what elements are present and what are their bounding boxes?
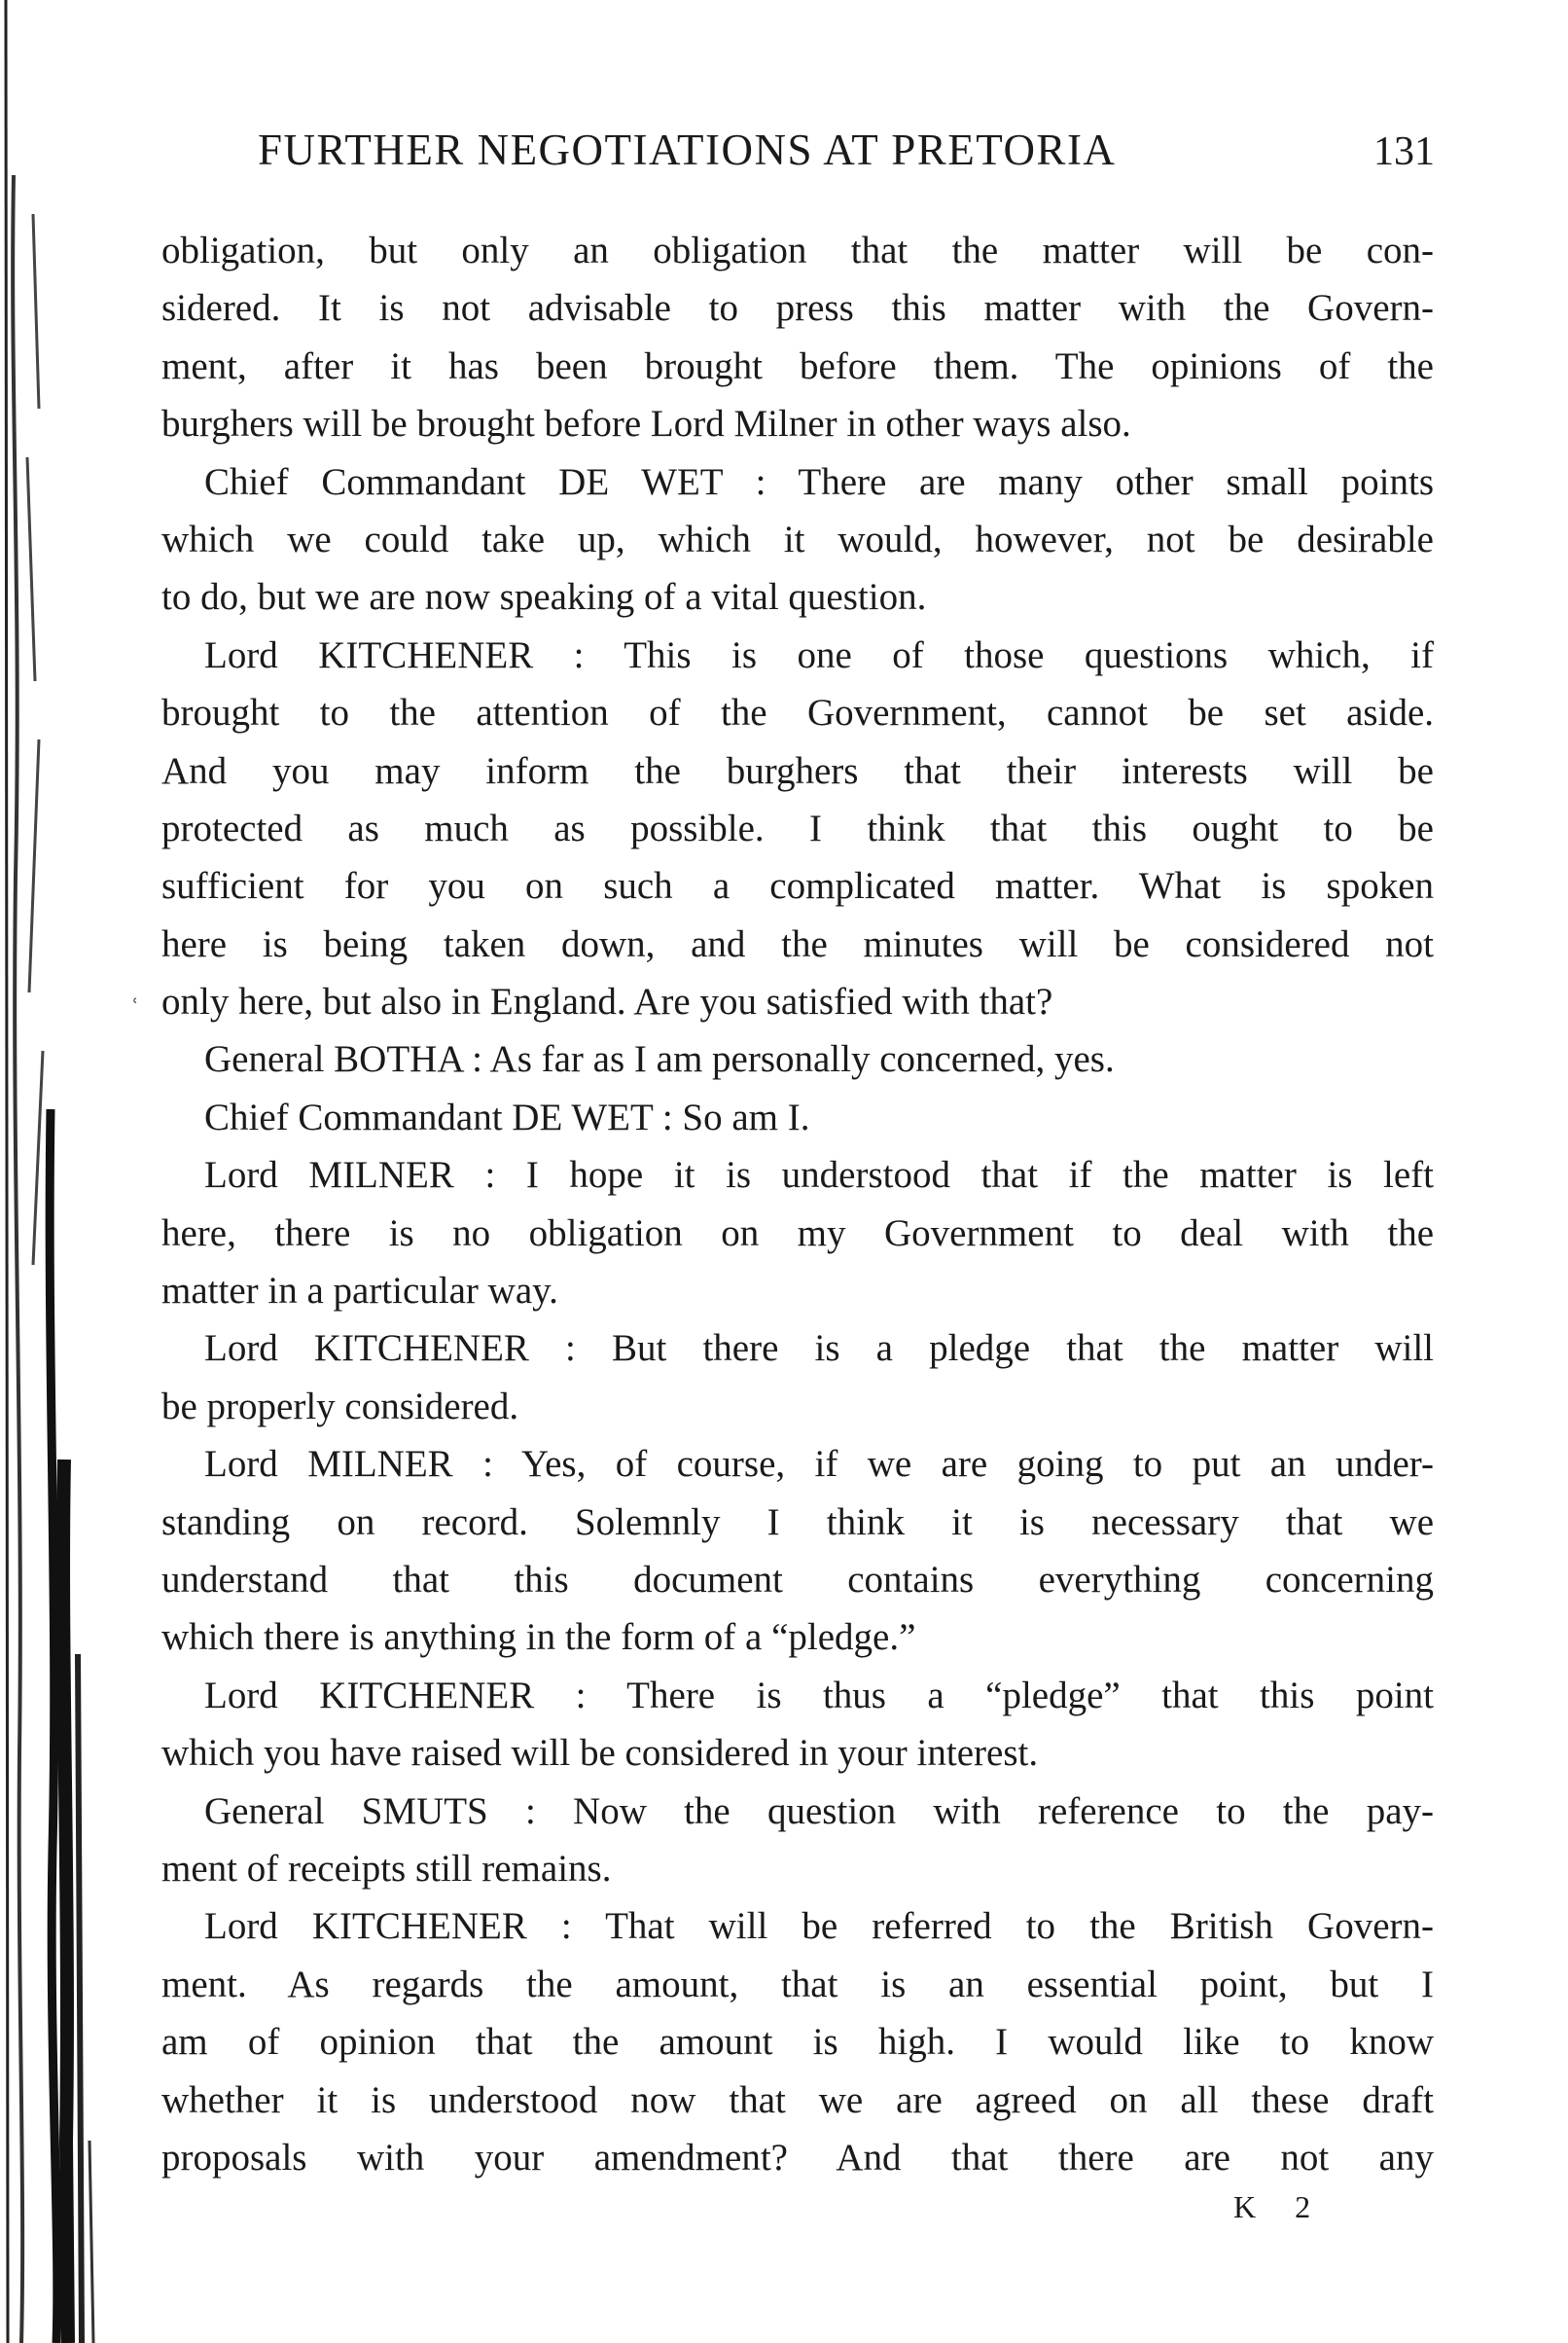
text-line: General BOTHA : As far as I am personally concerned, yes. xyxy=(204,1038,1115,1081)
text-line: am of opinion that the amount is high. I would like to know xyxy=(161,2021,1434,2064)
page-number: 131 xyxy=(1373,129,1435,174)
running-header xyxy=(258,125,1435,183)
text-line: burghers will be brought before Lord Milner in other ways also. xyxy=(161,403,1131,446)
text-line: Chief Commandant DE WET : So am I. xyxy=(204,1096,810,1138)
margin-mark: ʿ xyxy=(130,994,140,1025)
body-text xyxy=(161,222,1434,2186)
text-line: Chief Commandant DE WET : There are many other small points xyxy=(204,460,1434,503)
text-line: Lord KITCHENER : That will be referred to the British Govern- xyxy=(204,1905,1434,1948)
text-line: brought to the attention of the Government, cannot be set aside. xyxy=(161,692,1434,735)
text-line: whether it is understood now that we are agreed on all these draft xyxy=(161,2078,1434,2121)
text-line: ment of receipts still remains. xyxy=(161,1847,612,1890)
text-line: understand that this document contains everything concerning xyxy=(161,1558,1434,1601)
text-line: protected as much as possible. I think that this ought to be xyxy=(161,807,1434,849)
text-line: standing on record. Solemnly I think it is necessary that we xyxy=(161,1500,1434,1543)
text-line: And you may inform the burghers that their interests will be xyxy=(161,749,1434,792)
text-line: sidered. It is not advisable to press this matter with the Govern- xyxy=(161,287,1434,330)
text-line: ment, after it has been brought before them. The opinions of the xyxy=(161,344,1434,387)
text-line: here, there is no obligation on my Government to deal with the xyxy=(161,1211,1434,1254)
text-line: proposals with your amendment? And that there are not any xyxy=(161,2136,1434,2179)
text-line: sufficient for you on such a complicated matter. What is spoken xyxy=(161,865,1434,908)
text-line: matter in a particular way. xyxy=(161,1270,558,1313)
text-line: be properly considered. xyxy=(161,1385,519,1427)
signature-mark: K 2 xyxy=(1233,2189,1327,2224)
text-line: which we could take up, which it would, however, not be desirable xyxy=(161,518,1434,560)
text-line: Lord KITCHENER : There is thus a “pledge” that this point xyxy=(204,1674,1434,1716)
text-line: which you have raised will be considered in your interest. xyxy=(161,1732,1039,1775)
text-line: only here, but also in England. Are you satisfied with that? xyxy=(161,981,1053,1024)
text-line: obligation, but only an obligation that the matter will be con- xyxy=(161,230,1434,271)
text-line: ment. As regards the amount, that is an essential point, but I xyxy=(161,1963,1434,2005)
text-line: Lord KITCHENER : But there is a pledge that the matter will xyxy=(204,1327,1434,1370)
text-line: General SMUTS : Now the question with reference to the pay- xyxy=(204,1789,1434,1832)
text-line: Lord KITCHENER : This is one of those questions which, if xyxy=(204,633,1434,676)
text-line: which there is anything in the form of a “pledge.” xyxy=(161,1616,916,1659)
text-line: Lord MILNER : I hope it is understood that if the matter is left xyxy=(204,1154,1434,1197)
text-line: to do, but we are now speaking of a vital question. xyxy=(161,576,927,619)
book-binding-edge xyxy=(0,0,107,2343)
text-line: here is being taken down, and the minutes will be considered not xyxy=(161,922,1434,965)
running-title: FURTHER NEGOTIATIONS AT PRETORIA xyxy=(258,126,1117,174)
text-line: Lord MILNER : Yes, of course, if we are going to put an under- xyxy=(204,1443,1434,1486)
